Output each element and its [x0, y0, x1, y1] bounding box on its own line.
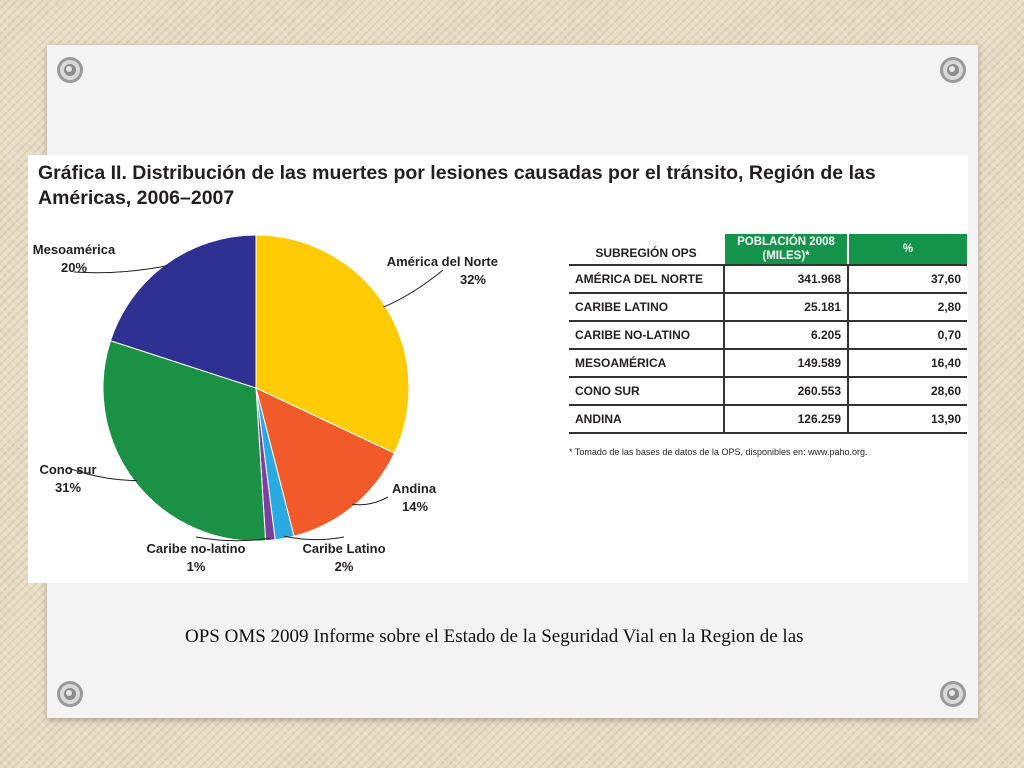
slice-label: Cono sur	[39, 462, 97, 477]
slice-label: Caribe no-latino	[146, 541, 246, 556]
column-header-population-line: (MILES)*	[762, 250, 810, 262]
chart-figure	[28, 155, 968, 583]
pie-chart	[28, 155, 568, 583]
slice-label: Andina	[392, 481, 437, 496]
table-cell-percent: 2,80	[848, 293, 967, 321]
table-cell-percent: 13,90	[848, 405, 967, 433]
slide-caption: OPS OMS 2009 Informe sobre el Estado de la Seguridad Vial en la Region de las	[185, 626, 804, 647]
table-row	[569, 405, 967, 433]
slice-percent-label: 20%	[60, 260, 88, 275]
chart-title: Gráfica II. Distribución de las muertes por lesiones causadas por el tránsito, Región de las Américas, 2006–2007	[38, 162, 876, 209]
table-cell-subregion: CONO SUR	[569, 377, 724, 405]
rivet-icon	[55, 679, 85, 709]
table-cell-percent: 28,60	[848, 377, 967, 405]
slice-label: América del Norte	[386, 254, 498, 269]
table-cell-percent: 0,70	[848, 321, 967, 349]
rivet-icon	[938, 55, 968, 85]
table-cell-subregion: AMÉRICA DEL NORTE	[569, 265, 724, 293]
table-row	[569, 293, 967, 321]
slice-percent-label: 14%	[402, 499, 429, 514]
column-header-population	[724, 234, 848, 265]
table-cell-subregion: CARIBE LATINO	[569, 293, 724, 321]
leader-line	[384, 270, 444, 307]
table-cell-population: 341.968	[724, 265, 848, 293]
table-row	[569, 349, 967, 377]
column-header-percent: %	[848, 234, 967, 265]
slice-label: Mesoamérica	[32, 242, 116, 257]
slice-percent-label: 2%	[334, 559, 354, 574]
table-cell-population: 25.181	[724, 293, 848, 321]
rivet-icon	[938, 679, 968, 709]
column-header-population-line: POBLACIÓN 2008	[737, 236, 835, 248]
table-cell-subregion: MESOAMÉRICA	[569, 349, 724, 377]
table-cell-population: 6.205	[724, 321, 848, 349]
table-cell-percent: 16,40	[848, 349, 967, 377]
table-row	[569, 377, 967, 405]
table-cell-subregion: CARIBE NO-LATINO	[569, 321, 724, 349]
table-cell-population: 260.553	[724, 377, 848, 405]
population-table	[569, 234, 967, 434]
slice-percent-label: 32%	[459, 272, 486, 287]
slice-percent-label: 31%	[54, 480, 82, 495]
table-row	[569, 265, 967, 293]
table-row	[569, 321, 967, 349]
slice-percent-label: 1%	[186, 559, 206, 574]
leader-line	[74, 266, 167, 273]
table-cell-percent: 37,60	[848, 265, 967, 293]
table-footnote: * Tomado de las bases de datos de la OPS, disponibles en: www.paho.org.	[569, 447, 868, 457]
table-header-row	[569, 234, 967, 265]
rivet-icon	[55, 55, 85, 85]
table-cell-population: 149.589	[724, 349, 848, 377]
slice-label: Caribe Latino	[302, 541, 386, 556]
column-header-subregion: SUBREGIÓN OPS	[569, 234, 724, 265]
table-cell-population: 126.259	[724, 405, 848, 433]
table-cell-subregion: ANDINA	[569, 405, 724, 433]
